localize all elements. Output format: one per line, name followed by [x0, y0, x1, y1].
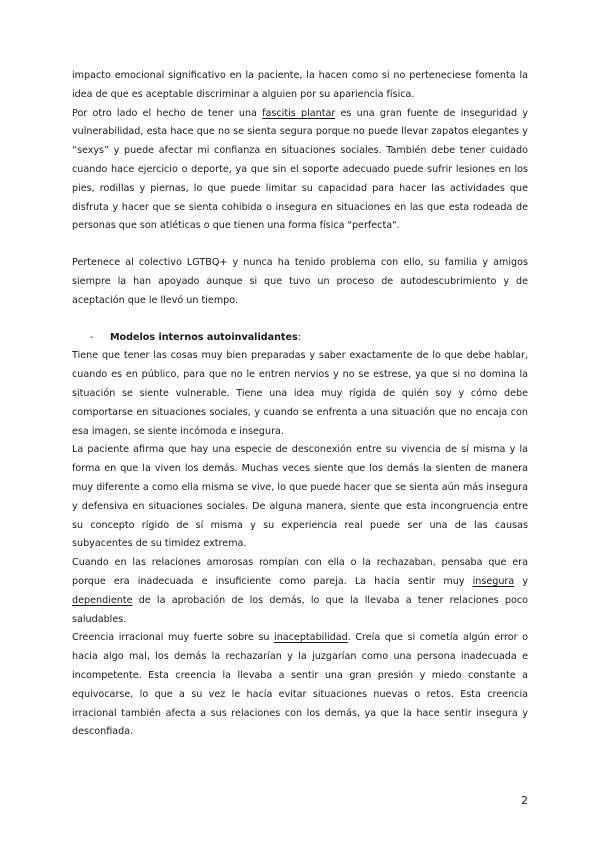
document-body [72, 67, 528, 742]
paragraph-preparadas: Tiene que tener las cosas muy bien preparadas y saber exactamente de lo que debe hablar, cuando es en público, para que no le entren nervios y no se estrese, ya que si no domina la situación se siente vulnerable. Tiene una idea muy rígida de quién soy y cómo debe comportarse en situaciones sociales, y cuando se enfrenta a una situación que no encaja con esa imagen, se siente incómoda e insegura. [72, 350, 528, 437]
paragraph-desconexion: La paciente afirma que hay una especie de desconexión entre su vivencia de sí misma y la forma en que la viven los demás. Muchas veces siente que los demás la sienten de manera muy diferente a como ella misma se vive, lo que puede hacer que se sienta aún más insegura y defensiva en situaciones sociales. De alguna manera, siente que esta incongruencia entre su concepto rígido de sí misma y su experiencia real puede ser una de las causas subyacentes de su timidez extrema. [72, 444, 528, 550]
fascitis-plantar-term: fascitis plantar [262, 107, 336, 119]
paragraph-lgtbq: Pertenece al colectivo LGTBQ+ y nunca ha tenido problema con ello, su familia y amigos siempre la han apoyado aunque si que tuvo un proceso de autodescubrimiento y de aceptación que le llevó un tiempo. [72, 257, 528, 306]
inaceptabilidad-term: inaceptabilidad [274, 632, 348, 644]
paragraph-creencia-before: Creencia irracional muy fuerte sobre su [72, 632, 275, 644]
section-heading [72, 329, 528, 348]
paragraph-relaciones-part1: Cuando en las relaciones amorosas rompían con ella o la rechazaban, pensaba que era porque era inadecuada e insuficiente como pareja. La hacia sentir muy [72, 557, 528, 587]
page-number: 2 [521, 794, 528, 807]
insegura-term: insegura [472, 575, 515, 587]
paragraph-creencia [72, 629, 528, 742]
bullet-dash: - [90, 331, 94, 343]
dependiente-term: dependiente [72, 594, 133, 606]
paragraph-impacto: impacto emocional significativo en la paciente, la hacen como si no perteneciese fomenta la idea de que es aceptable discriminar a alguien por su apariencia física. [72, 70, 528, 100]
paragraph-fascitis-after: es una gran fuente de inseguridad y vulnerabilidad, esta hace que no se sienta segura porque no puede llevar zapatos elegantes y “sexys” y puede afectar mi confianza en situaciones sociales. También debe tener cuidado cuando hace ejercicio o deporte, ya que sin el soporte adecuado puede sufrir lesiones en los pies, rodillas y piernas, lo que puede limitar su capacidad para hacer las actividades que disfruta y hacer que se sienta cohibida o insegura en situaciones en las que esta rodeada de personas que son atléticas o que tienen una forma física "perfecta". [72, 107, 528, 232]
paragraph-fascitis [72, 105, 528, 237]
paragraph-relaciones-part3: de la aprobación de los demás, lo que la llevaba a tener relaciones poco saludables. [72, 594, 528, 625]
paragraph-fascitis-before: Por otro lado el hecho de tener una [72, 107, 263, 119]
paragraph-spacer [72, 311, 528, 329]
paragraph-creencia-after: . Creía que si cometía algún error o hacia algo mal, los demás la rechazarían y la juzgarían como una persona inadecuada e incompetente. Esta creencia la llevaba a sentir una gran presión y miedo constante a equivocarse, lo que a su vez le hacía evitar situaciones nuevas o retos. Esta creencia irracional también afecta a sus relaciones con los demás, ya que la hace sentir insegura y desconfiada. [72, 632, 528, 738]
section-heading-colon: : [297, 331, 301, 343]
paragraph-spacer [72, 236, 528, 254]
paragraph-relaciones-part2: y [514, 575, 528, 587]
section-heading-title: Modelos internos autoinvalidantes [110, 331, 298, 343]
paragraph-relaciones [72, 554, 528, 629]
